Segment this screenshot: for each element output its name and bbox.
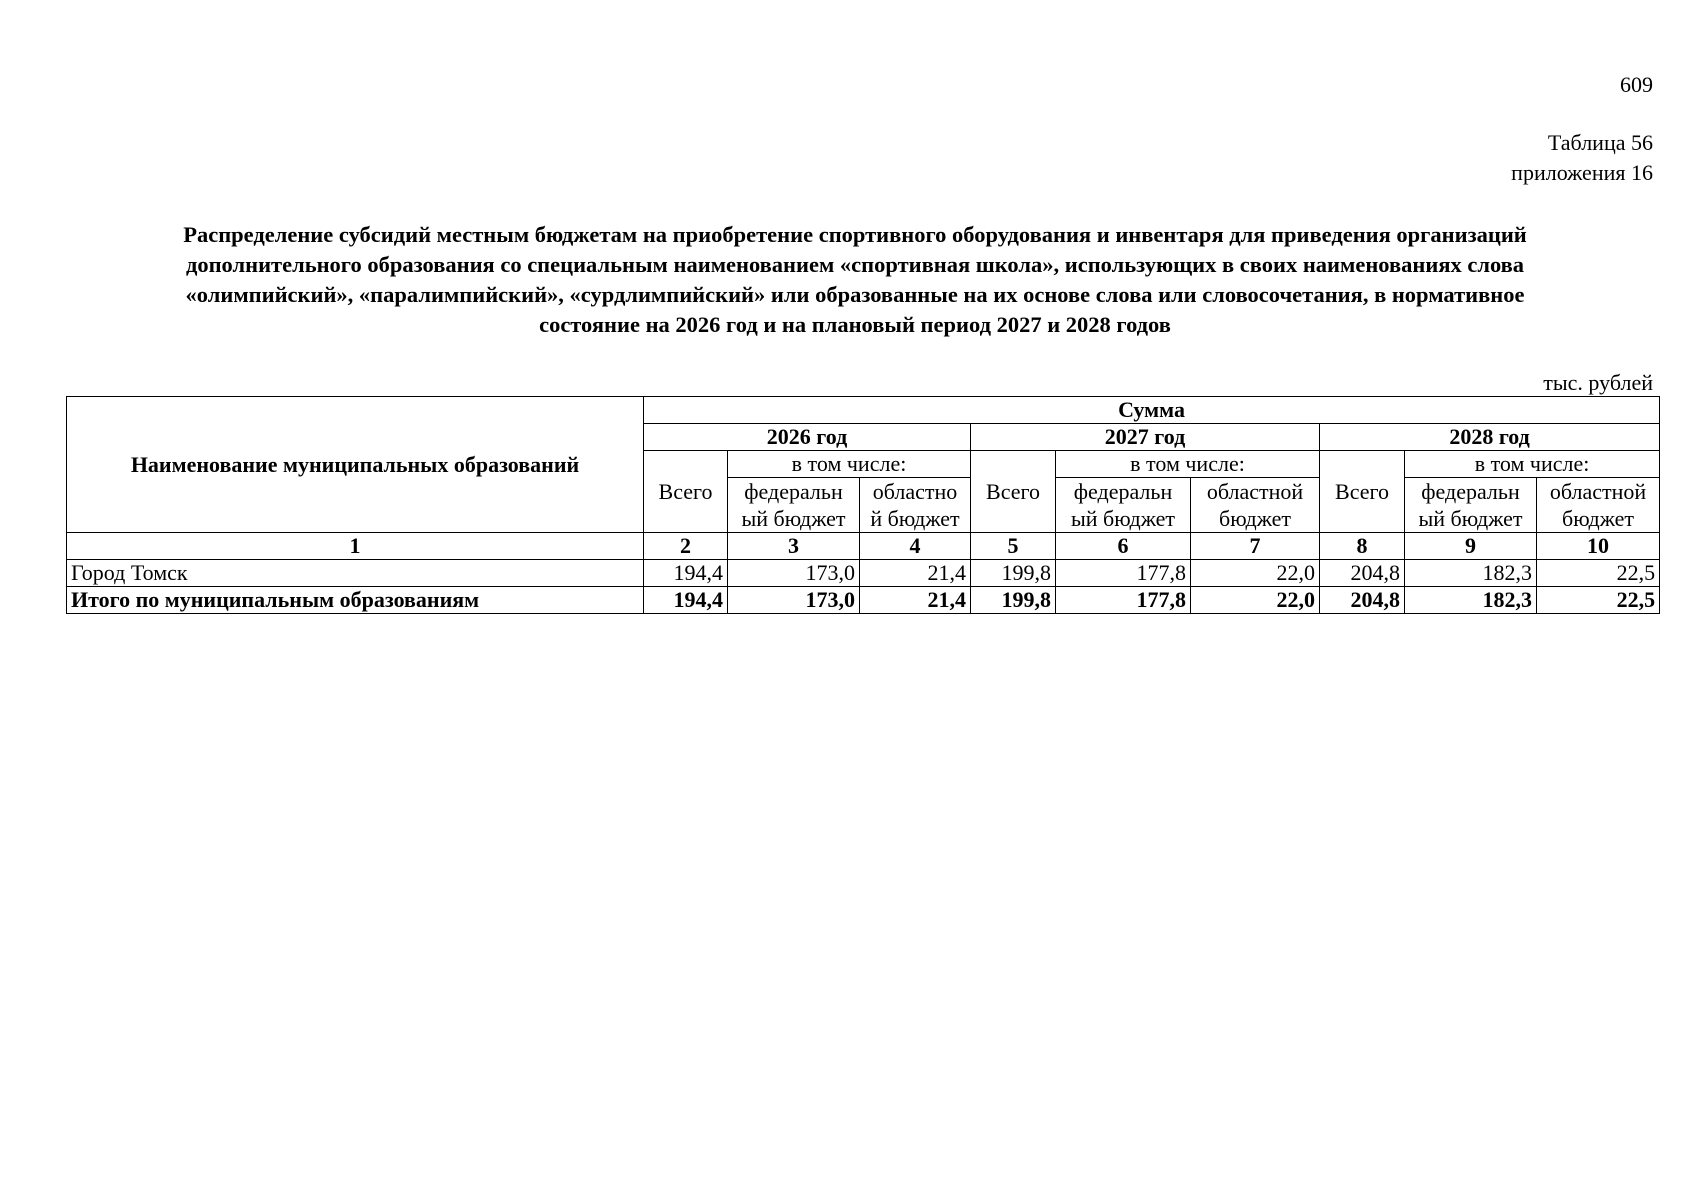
column-number: 7 [1191,533,1320,560]
municipality-name: Город Томск [67,560,644,587]
header-federal-budget-2027: федеральн ый бюджет [1056,478,1191,533]
appendix-number: приложения 16 [1511,160,1653,185]
column-number: 9 [1405,533,1537,560]
header-total-2027: Всего [971,451,1056,533]
header-including-2027: в том числе: [1056,451,1320,478]
column-number: 4 [860,533,971,560]
header-including-2028: в том числе: [1405,451,1660,478]
header-municipality-name: Наименование муниципальных образований [67,397,644,533]
column-number: 2 [644,533,728,560]
value-cell: 194,4 [644,560,728,587]
header-sum: Сумма [644,397,1660,424]
column-number: 10 [1537,533,1660,560]
document-title [60,220,1650,340]
header-including-2026: в том числе: [728,451,971,478]
value-cell: 182,3 [1405,560,1537,587]
total-value-cell: 182,3 [1405,587,1537,614]
total-value-cell: 204,8 [1320,587,1405,614]
total-value-cell: 21,4 [860,587,971,614]
subsidy-table [66,396,1660,614]
header-federal-budget-2026: федеральн ый бюджет [728,478,860,533]
value-cell: 22,5 [1537,560,1660,587]
title-line: Распределение субсидий местным бюджетам на приобретение спортивного оборудования и инвентаря для приведения организаций [183,222,1527,247]
value-cell: 173,0 [728,560,860,587]
column-number: 1 [67,533,644,560]
header-row-sum [67,397,1660,424]
header-year-2028: 2028 год [1320,424,1660,451]
header-regional-budget-2026: областно й бюджет [860,478,971,533]
page-number: 609 [1620,72,1653,97]
total-row-label: Итого по муниципальным образованиям [67,587,644,614]
header-total-2028: Всего [1320,451,1405,533]
total-value-cell: 177,8 [1056,587,1191,614]
header-federal-budget-2028: федеральн ый бюджет [1405,478,1537,533]
column-number: 8 [1320,533,1405,560]
table-number: Таблица 56 [1547,130,1653,155]
column-number-row [67,533,1660,560]
units-label: тыс. рублей [1543,370,1653,395]
title-line: «олимпийский», «паралимпийский», «сурдлимпийский» или образованные на их основе слова или словосочетания, в нормативное [185,282,1525,307]
table-reference [1511,128,1653,188]
header-year-2026: 2026 год [644,424,971,451]
header-regional-budget-2028: областной бюджет [1537,478,1660,533]
header-total-2026: Всего [644,451,728,533]
value-cell: 22,0 [1191,560,1320,587]
table-row [67,560,1660,587]
value-cell: 204,8 [1320,560,1405,587]
total-value-cell: 22,5 [1537,587,1660,614]
total-value-cell: 199,8 [971,587,1056,614]
title-line: дополнительного образования со специальным наименованием «спортивная школа», использующих в своих наименованиях слова [185,252,1525,277]
value-cell: 21,4 [860,560,971,587]
value-cell: 199,8 [971,560,1056,587]
column-number: 5 [971,533,1056,560]
total-value-cell: 173,0 [728,587,860,614]
column-number: 6 [1056,533,1191,560]
value-cell: 177,8 [1056,560,1191,587]
total-value-cell: 194,4 [644,587,728,614]
header-regional-budget-2027: областной бюджет [1191,478,1320,533]
total-row [67,587,1660,614]
title-line: состояние на 2026 год и на плановый период 2027 и 2028 годов [539,312,1171,337]
total-value-cell: 22,0 [1191,587,1320,614]
column-number: 3 [728,533,860,560]
header-year-2027: 2027 год [971,424,1320,451]
